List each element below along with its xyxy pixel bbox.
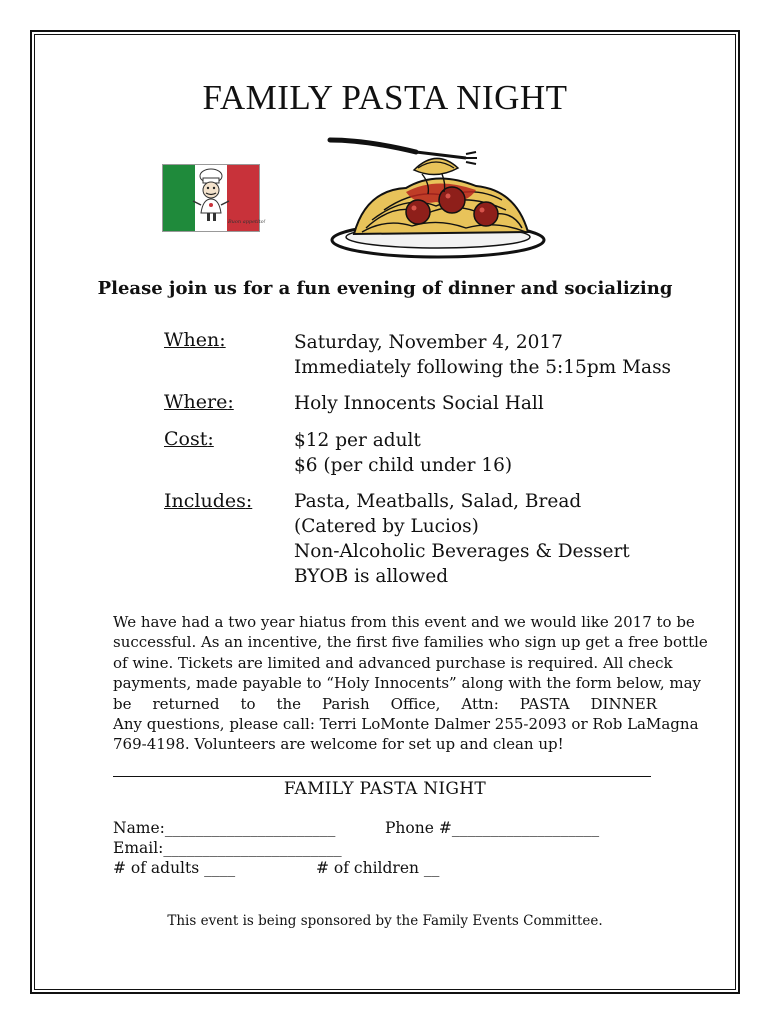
paragraph-word: PASTA bbox=[519, 694, 570, 713]
cost-line: $6 (per child under 16) bbox=[294, 455, 513, 476]
paragraph-word: Parish bbox=[321, 694, 370, 713]
paragraph-line: successful. As an incentive, the first five families who sign up get a free bottle bbox=[113, 633, 708, 652]
includes-line: Non-Alcoholic Beverages & Dessert bbox=[294, 541, 630, 562]
paragraph-line: of wine. Tickets are limited and advanced purchase is required. All check bbox=[113, 653, 673, 672]
includes-value bbox=[294, 489, 630, 589]
children-field[interactable]: # of children __ bbox=[316, 859, 440, 877]
paragraph-word: Attn: bbox=[461, 694, 499, 713]
paragraph-line: Any questions, please call: Terri LoMonte Dalmer 255-2093 or Rob LaMagna bbox=[113, 715, 699, 734]
when-line: Saturday, November 4, 2017 bbox=[294, 332, 563, 353]
name-field[interactable]: Name:______________________ bbox=[113, 819, 336, 837]
sponsor-footer: This event is being sponsored by the Family Events Committee. bbox=[167, 913, 603, 929]
cost-label: Cost: bbox=[164, 428, 214, 450]
where-label: Where: bbox=[164, 391, 234, 413]
spaghetti-plate-icon bbox=[326, 130, 558, 260]
form-title: FAMILY PASTA NIGHT bbox=[283, 779, 487, 799]
paragraph-word: be bbox=[113, 694, 132, 713]
when-label: When: bbox=[164, 329, 226, 351]
when-value bbox=[294, 330, 671, 380]
includes-label: Includes: bbox=[164, 490, 253, 512]
adults-field[interactable]: # of adults ____ bbox=[113, 859, 236, 877]
includes-line: BYOB is allowed bbox=[294, 566, 449, 587]
page-title: FAMILY PASTA NIGHT bbox=[202, 78, 568, 117]
where-line: Holy Innocents Social Hall bbox=[294, 393, 544, 414]
includes-line: (Catered by Lucios) bbox=[294, 516, 479, 537]
cut-line-divider bbox=[113, 776, 651, 777]
email-field[interactable]: Email:_______________________ bbox=[113, 839, 342, 857]
includes-line: Pasta, Meatballs, Salad, Bread bbox=[294, 491, 582, 512]
paragraph-line: payments, made payable to “Holy Innocents” along with the form below, may bbox=[113, 674, 702, 693]
event-description bbox=[113, 612, 708, 755]
paragraph-line: 769-4198. Volunteers are welcome for set up and clean up! bbox=[113, 735, 564, 754]
paragraph-line: We have had a two year hiatus from this event and we would like 2017 to be bbox=[113, 613, 695, 631]
paragraph-word: the bbox=[276, 694, 302, 713]
where-value bbox=[294, 391, 544, 416]
paragraph-line bbox=[113, 694, 657, 714]
paragraph-word: DINNER bbox=[590, 694, 657, 713]
flag-caption: Buon appetito! bbox=[228, 219, 266, 225]
paragraph-word: Office, bbox=[390, 694, 441, 713]
phone-field[interactable]: Phone #___________________ bbox=[385, 819, 600, 837]
paragraph-word: to bbox=[240, 694, 256, 713]
cost-line: $12 per adult bbox=[294, 430, 421, 451]
paragraph-word: returned bbox=[152, 694, 220, 713]
when-line: Immediately following the 5:15pm Mass bbox=[294, 357, 672, 378]
intro-text: Please join us for a fun evening of dinner and socializing bbox=[97, 278, 673, 299]
cost-value bbox=[294, 428, 512, 478]
